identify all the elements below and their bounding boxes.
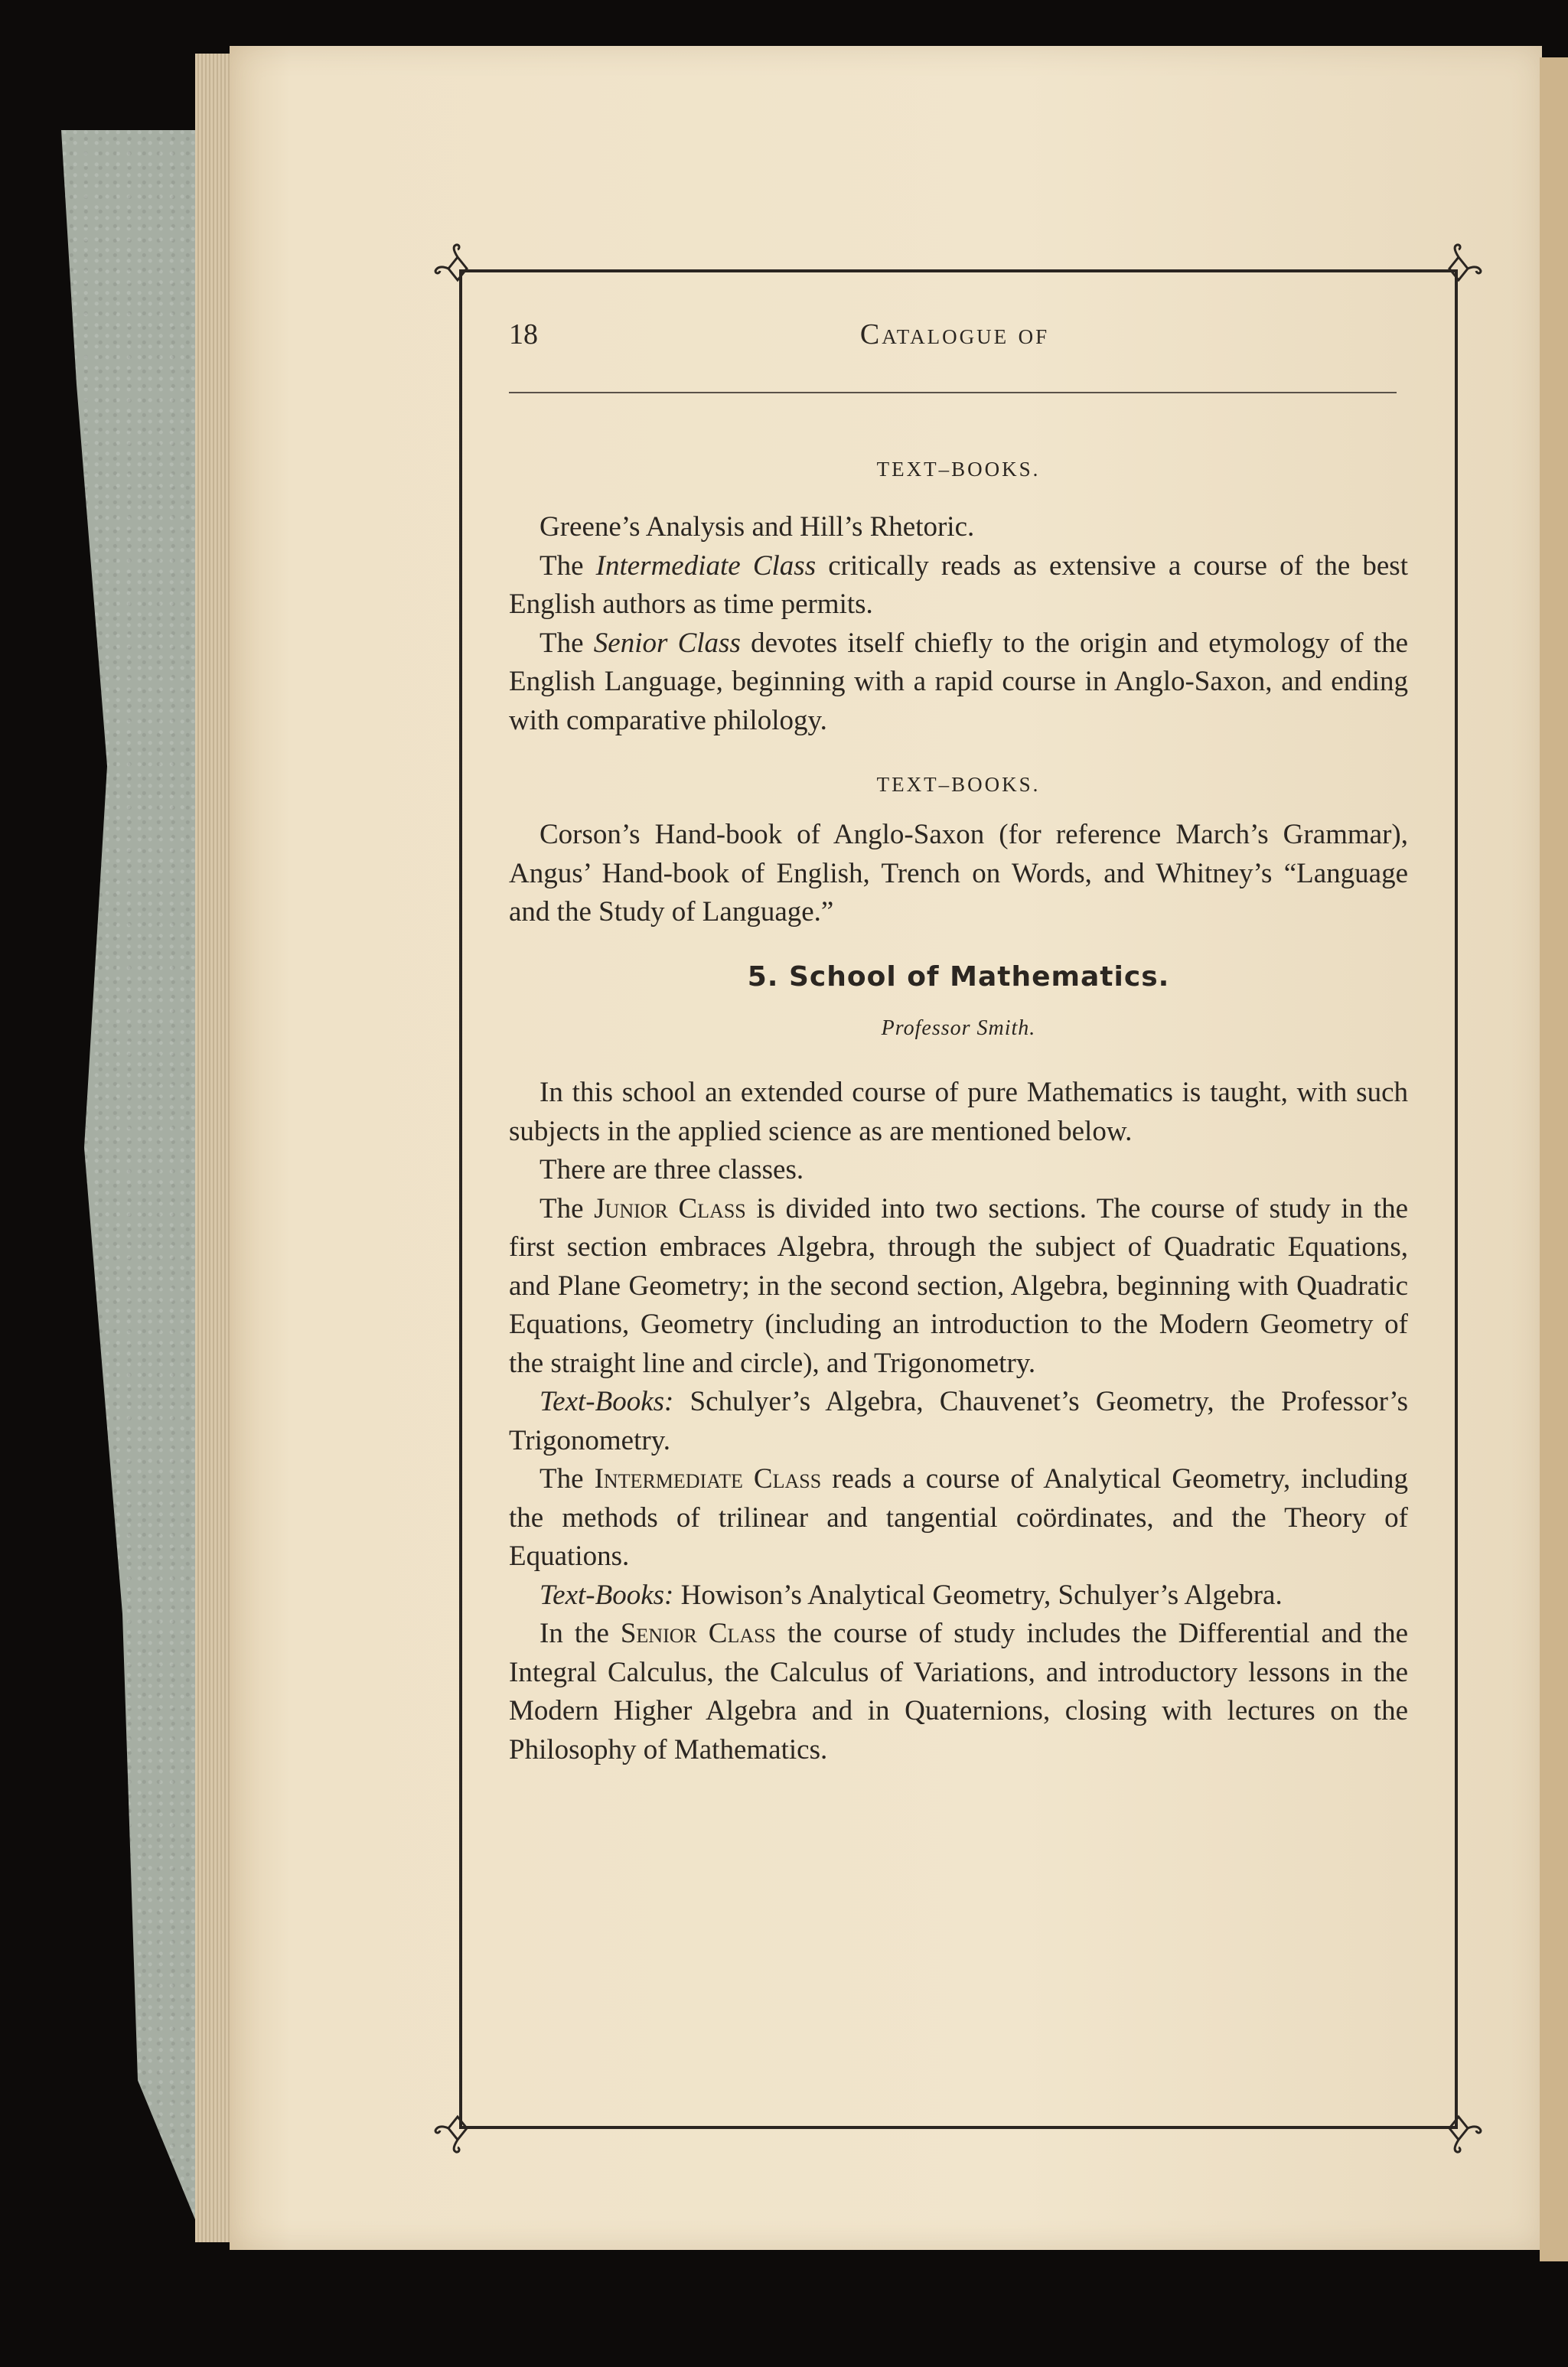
page-header <box>509 318 1400 364</box>
paragraph: The Intermediate Class reads a course of Analytical Geometry, including the methods of trilinear and tangential coördinates, and the Theory of Equations. <box>509 1463 1408 1572</box>
paragraph: The Junior Class is divided into two sections. The course of study in the first section embraces Algebra, through the subject of Quadratic Equations, and Plane Geometry; in the second section, Algebra, beginning with Quadratic Equations, Geometry (including an introduction to the Modern Geometry of the straight line and circle), and Trigonometry. <box>509 1192 1408 1379</box>
professor-name: Professor Smith. <box>881 1016 1036 1040</box>
paragraph: The Senior Class devotes itself chiefly to the origin and etymology of the English Language, beginning with a rapid course in Anglo-Saxon, and ending with comparative philology. <box>509 627 1408 736</box>
paragraph: There are three classes. <box>540 1154 804 1185</box>
paragraph: In the Senior Class the course of study includes the Differential and the Integral Calculus, the Calculus of Variations, and introductory lessons in the Modern Higher Algebra and in Quaternions, closing with lectures on the Philosophy of Mathematics. <box>509 1618 1408 1765</box>
corner-ornament-icon <box>1432 2101 1485 2155</box>
running-title: Catalogue of <box>859 318 1050 350</box>
section2-body <box>509 816 1408 932</box>
paragraph: Text-Books: Howison’s Analytical Geometry, Schulyer’s Algebra. <box>540 1579 1283 1611</box>
facing-page-edge <box>1540 57 1568 2261</box>
paragraph: Greene’s Analysis and Hill’s Rhetoric. <box>540 511 975 543</box>
corner-ornament-icon <box>431 242 484 295</box>
header-rule <box>509 392 1397 393</box>
school-body <box>509 1074 1408 1769</box>
paragraph: In this school an extended course of pure Mathematics is taught, with such subjects in the applied science as are mentioned below. <box>509 1077 1408 1147</box>
school-heading: 5. School of Mathematics. <box>747 961 1170 993</box>
corner-ornament-icon <box>1432 242 1485 295</box>
corner-ornament-icon <box>431 2101 484 2155</box>
textbooks-heading: TEXT–BOOKS. <box>876 458 1041 481</box>
paragraph: The Intermediate Class critically reads as extensive a course of the best English authors as time permits. <box>509 549 1408 620</box>
paragraph: Text-Books: Schulyer’s Algebra, Chauvenet’s Geometry, the Professor’s Trigonometry. <box>509 1386 1408 1456</box>
section1-body <box>509 508 1408 740</box>
paragraph: Corson’s Hand-book of Anglo-Saxon (for reference March’s Grammar), Angus’ Hand-book of English, Trench on Words, and Whitney’s “Language and the Study of Language.” <box>509 819 1408 928</box>
page-number: 18 <box>509 318 538 350</box>
textbooks-heading: TEXT–BOOKS. <box>876 773 1041 796</box>
